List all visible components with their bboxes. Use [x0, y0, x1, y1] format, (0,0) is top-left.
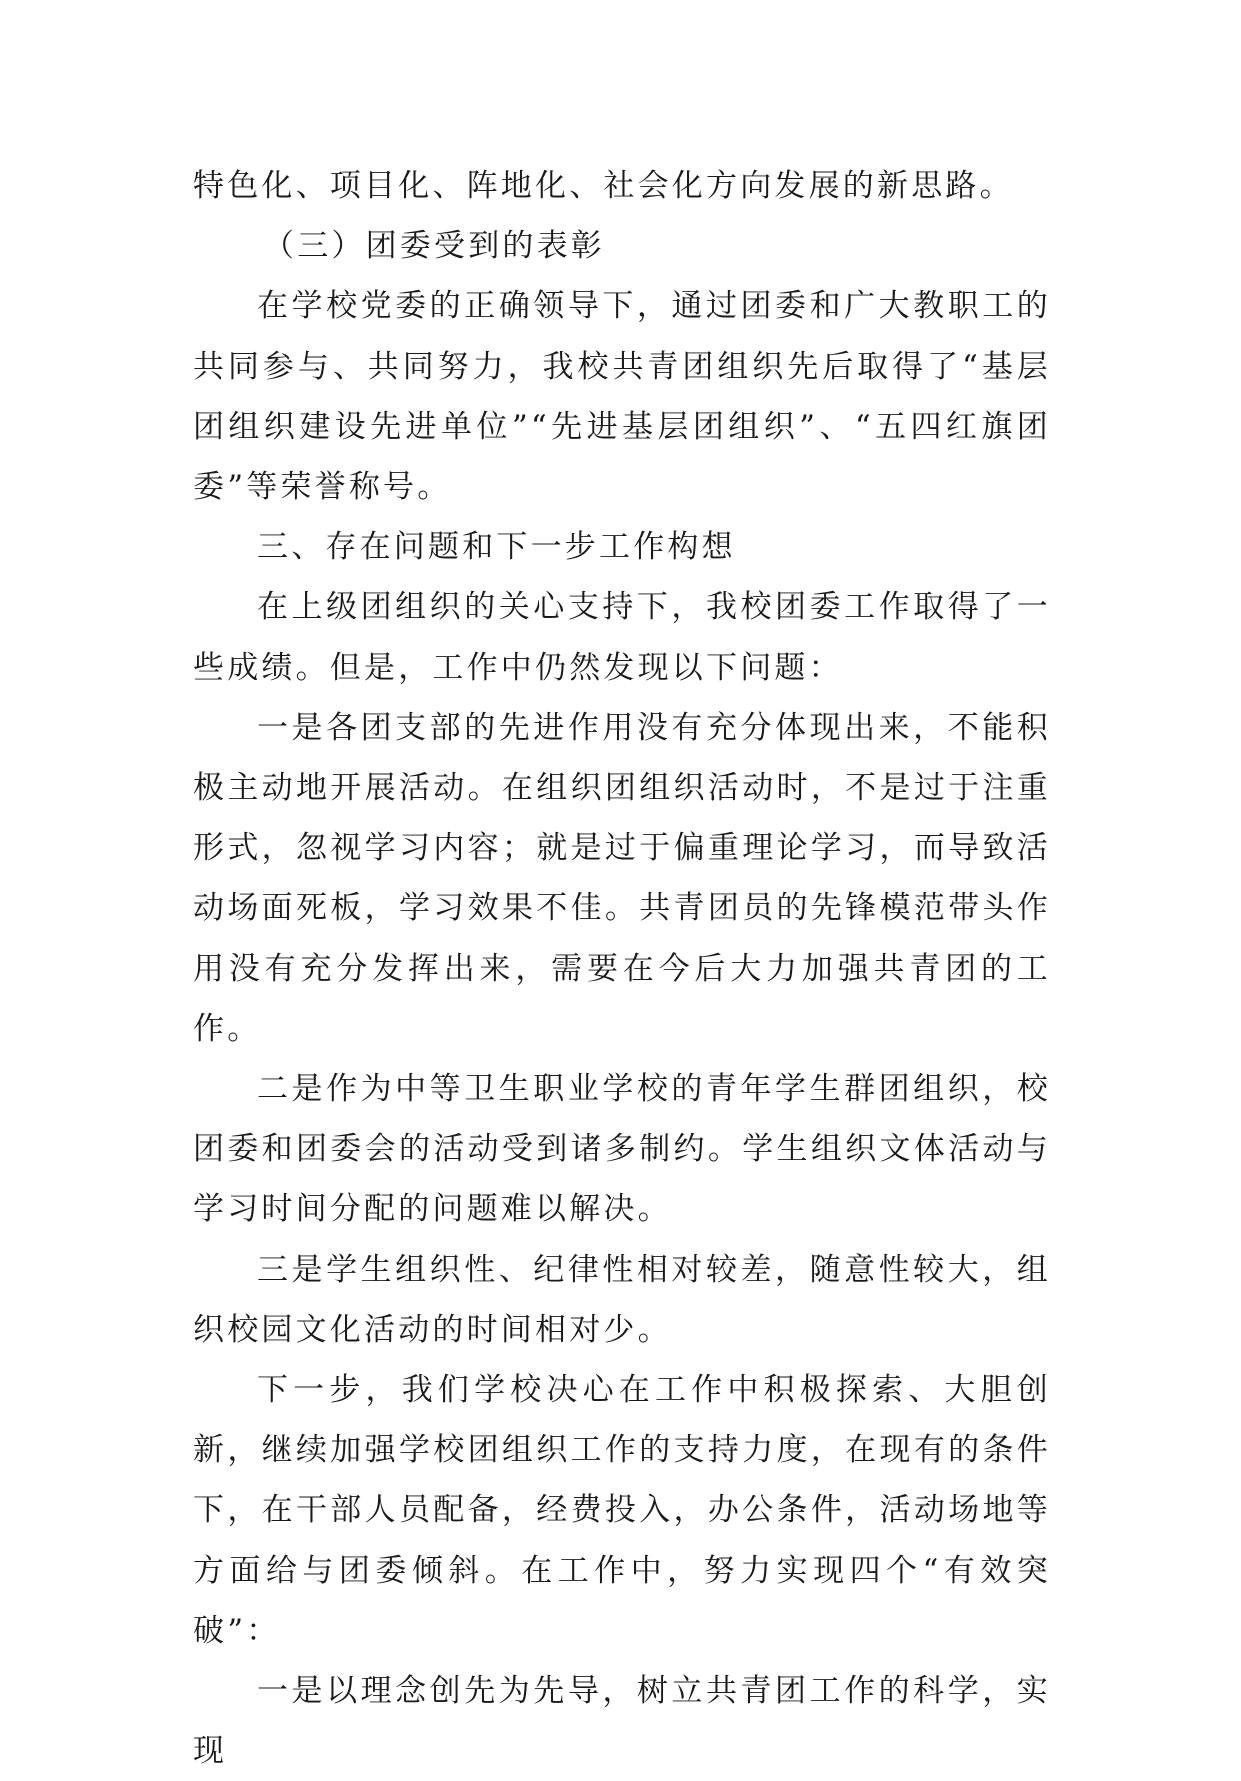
- paragraph: 下一步，我们学校决心在工作中积极探索、大胆创新，继续加强学校团组织工作的支持力度，在现有的条件下，在干部人员配备，经费投入，办公条件，活动场地等方面给与团委倾斜。在工作中，努力实现四个“有效突破”：: [193, 1372, 1051, 1649]
- paragraph: 在学校党委的正确领导下，通过团委和广大教职工的共同参与、共同努力，我校共青团组织先后取得了“基层团组织建设先进单位”“先进基层团组织”、“五四红旗团委”等荣誉称号。: [193, 288, 1051, 506]
- subsection-heading: （三）团委受到的表彰: [263, 228, 605, 265]
- paragraph: 在上级团组织的关心支持下，我校团委工作取得了一些成绩。但是，工作中仍然发现以下问题：: [193, 589, 1051, 686]
- paragraph: 二是作为中等卫生职业学校的青年学生群团组织，校团委和团委会的活动受到诸多制约。学生组织文体活动与学习时间分配的问题难以解决。: [193, 1071, 1051, 1228]
- paragraph: 一是以理念创先为先导，树立共青团工作的科学，实现: [193, 1673, 1051, 1770]
- document-body: [193, 156, 1051, 1781]
- section-heading: 三、存在问题和下一步工作构想: [257, 529, 736, 566]
- paragraph: 一是各团支部的先进作用没有充分体现出来，不能积极主动地开展活动。在组织团组织活动时，不是过于注重形式，忽视学习内容；就是过于偏重理论学习，而导致活动场面死板，学习效果不佳。共青团员的先锋模范带头作用没有充分发挥出来，需要在今后大力加强共青团的工作。: [193, 709, 1051, 1047]
- paragraph: 三是学生组织性、纪律性相对较差，随意性较大，组织校园文化活动的时间相对少。: [193, 1251, 1051, 1348]
- paragraph-continuation: 特色化、项目化、阵地化、社会化方向发展的新思路。: [193, 168, 1014, 204]
